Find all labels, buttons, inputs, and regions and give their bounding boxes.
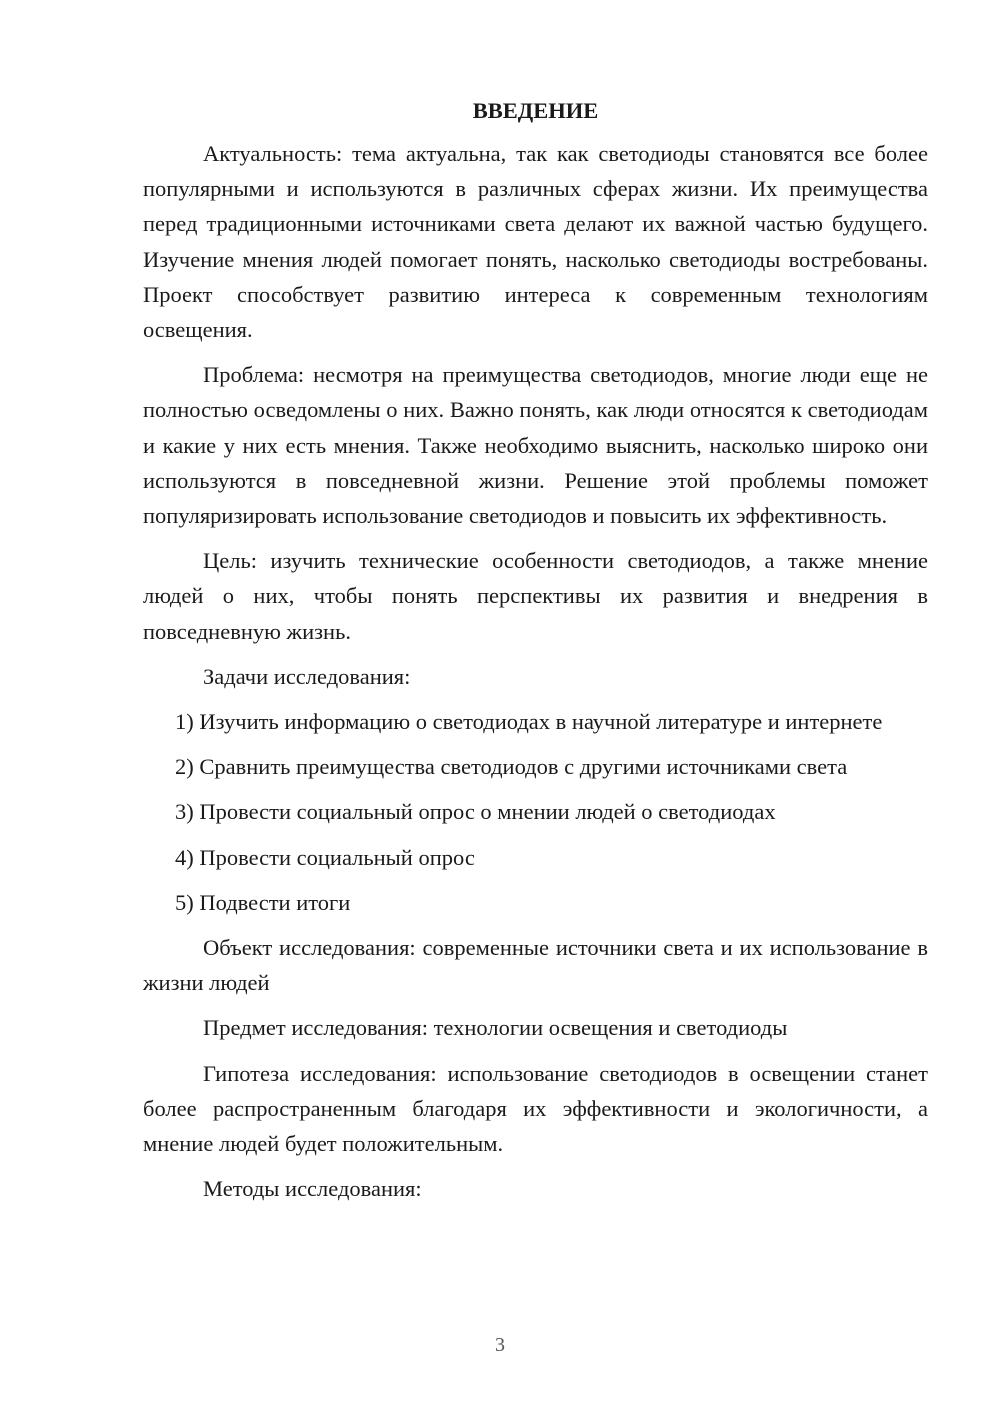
hypothesis-text: использование светодиодов в освещении станет более распространенным благодаря их эффективности и экологичности, а мнение людей будет положительным. <box>143 1060 929 1157</box>
problem-paragraph <box>143 357 928 533</box>
subject-text: технологии освещения и светодиоды <box>433 1015 788 1041</box>
object-label: Объект исследования: <box>203 935 416 961</box>
task-item <box>143 840 928 875</box>
relevance-text: тема актуальна, так как светодиоды становятся все более популярными и используются в различных сферах жизни. Их преимущества перед традиционными источниками света делают их важной частью будущего. Изучение мнения людей помогает понять, насколько светодиоды востребованы. Проект способствует развитию интереса к современным технологиям освещения. <box>143 141 929 343</box>
task-number: 2) <box>175 754 194 780</box>
tasks-heading: Задачи исследования: <box>203 663 411 689</box>
task-item <box>143 794 928 829</box>
task-text: Изучить информацию о светодиодах в научной литературе и интернете <box>199 709 883 735</box>
task-text: Подвести итоги <box>199 889 351 915</box>
task-text: Провести социальный опрос о мнении людей о светодиодах <box>199 799 776 825</box>
relevance-label: Актуальность: <box>203 141 343 166</box>
task-number: 1) <box>175 709 194 735</box>
goal-text: изучить технические особенности светодиодов, а также мнение людей о них, чтобы понять перспективы их развития и внедрения в повседневную жизнь. <box>143 548 929 644</box>
problem-label: Проблема: <box>203 362 305 388</box>
methods-heading: Методы исследования: <box>203 1176 422 1202</box>
task-item <box>143 749 928 784</box>
task-item <box>143 704 928 739</box>
task-item <box>143 885 928 920</box>
goal-paragraph <box>143 543 928 649</box>
task-number: 4) <box>175 844 194 870</box>
page-title: ВВЕДЕНИЕ <box>472 98 599 123</box>
subject-label: Предмет исследования: <box>203 1015 428 1041</box>
hypothesis-label: Гипотеза исследования: <box>203 1060 437 1086</box>
object-text: современные источники света и их использование в жизни людей <box>143 935 928 996</box>
hypothesis-paragraph <box>143 1056 928 1162</box>
relevance-paragraph <box>143 136 928 347</box>
subject-paragraph <box>143 1010 928 1045</box>
task-number: 3) <box>175 799 194 825</box>
task-text: Провести социальный опрос <box>199 844 475 870</box>
task-text: Сравнить преимущества светодиодов с другими источниками света <box>199 754 848 780</box>
goal-label: Цель: <box>203 548 257 574</box>
object-paragraph <box>143 930 928 1000</box>
problem-text: несмотря на преимущества светодиодов, многие люди еще не полностью осведомлены о них. Важно понять, как люди относятся к светодиодам и какие у них есть мнения. Также необходимо выяснить, насколько широко они используются в повседневной жизни. Решение этой проблемы поможет популяризировать использование светодиодов и повысить их эффективность. <box>143 362 928 529</box>
task-number: 5) <box>175 889 194 915</box>
page-number: 3 <box>495 1334 505 1356</box>
page-content <box>143 96 928 1216</box>
